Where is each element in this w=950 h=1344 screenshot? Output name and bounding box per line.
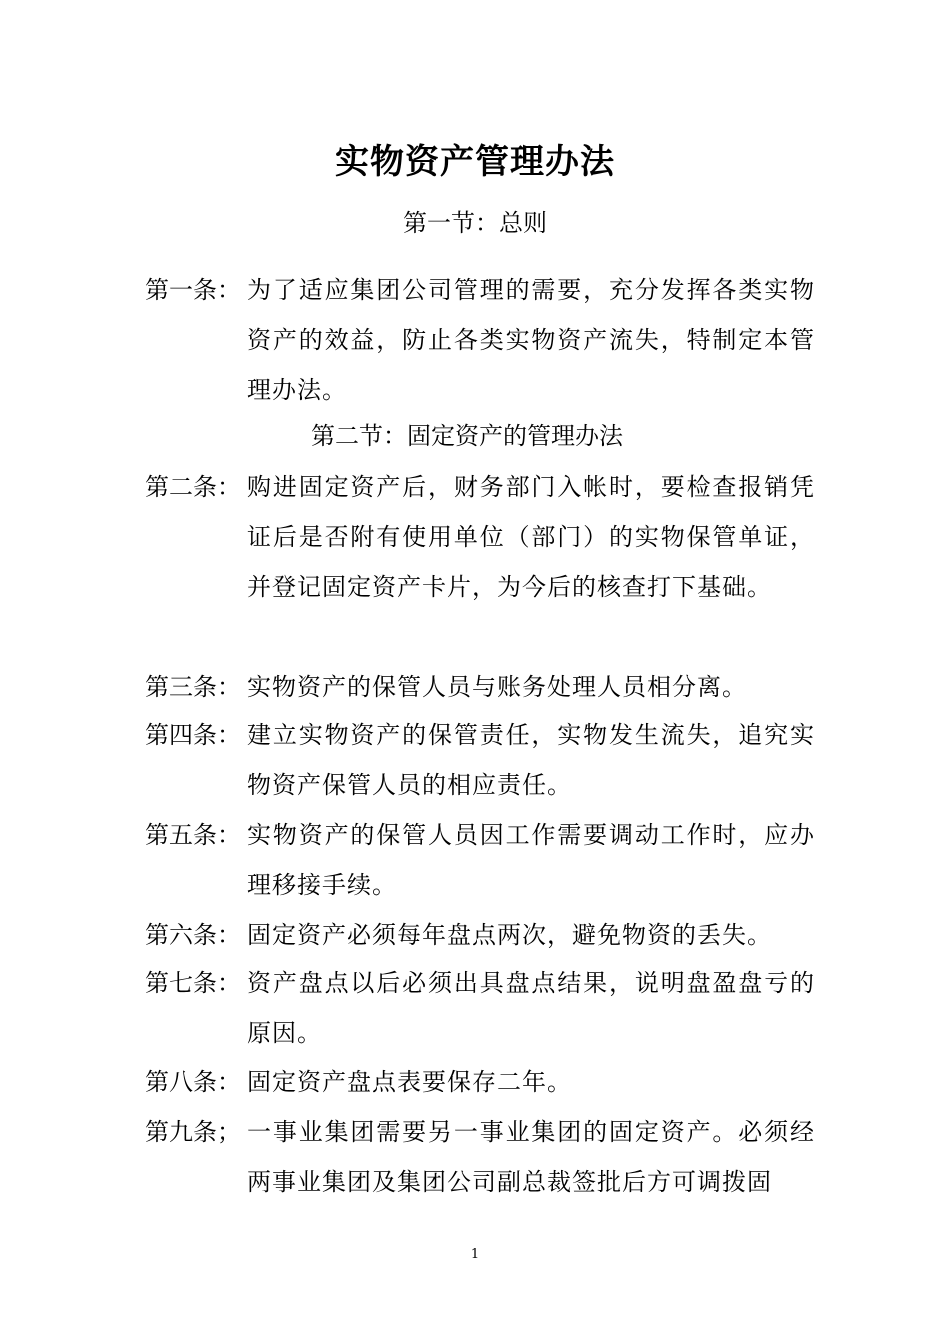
page-number: 1 <box>470 1247 480 1262</box>
article-text: 固定资产必须每年盘点两次，避免物资的丢失。 <box>247 921 772 949</box>
document-title: 实物资产管理办法 <box>335 142 615 182</box>
section-heading-fixed-assets: 第二节：固定资产的管理办法 <box>311 422 623 450</box>
section-heading-general: 第一节：总则 <box>403 209 547 237</box>
article-label: 第二条： <box>145 473 241 501</box>
article-label: 第八条： <box>145 1068 241 1096</box>
article-4 <box>145 710 815 810</box>
article-text: 实物资产的保管人员因工作需要调动工作时，应办理移接手续。 <box>247 821 815 899</box>
article-text: 资产盘点以后必须出具盘点结果，说明盘盈盘亏的原因。 <box>247 969 815 1047</box>
article-8 <box>145 1057 815 1107</box>
article-label: 第九条； <box>145 1118 241 1146</box>
article-5 <box>145 810 815 910</box>
article-7 <box>145 958 815 1058</box>
article-text: 为了适应集团公司管理的需要，充分发挥各类实物资产的效益，防止各类实物资产流失，特制定本管理办法。 <box>247 276 815 404</box>
article-label: 第五条： <box>145 821 241 849</box>
article-text: 一事业集团需要另一事业集团的固定资产。必须经两事业集团及集团公司副总裁签批后方可调拨固 <box>247 1118 815 1196</box>
article-1 <box>145 265 815 415</box>
article-text: 固定资产盘点表要保存二年。 <box>247 1068 572 1096</box>
article-text: 购进固定资产后，财务部门入帐时，要检查报销凭证后是否附有使用单位（部门）的实物保管单证，并登记固定资产卡片，为今后的核查打下基础。 <box>247 473 815 601</box>
article-6 <box>145 910 815 960</box>
article-label: 第六条： <box>145 921 241 949</box>
article-3 <box>145 662 815 712</box>
article-2 <box>145 462 815 612</box>
article-label: 第三条： <box>145 673 241 701</box>
article-label: 第一条： <box>145 276 241 304</box>
article-9 <box>145 1107 815 1207</box>
article-text: 实物资产的保管人员与账务处理人员相分离。 <box>247 673 747 701</box>
article-label: 第四条： <box>145 721 241 749</box>
article-label: 第七条： <box>145 969 241 997</box>
article-text: 建立实物资产的保管责任，实物发生流失，追究实物资产保管人员的相应责任。 <box>247 721 815 799</box>
